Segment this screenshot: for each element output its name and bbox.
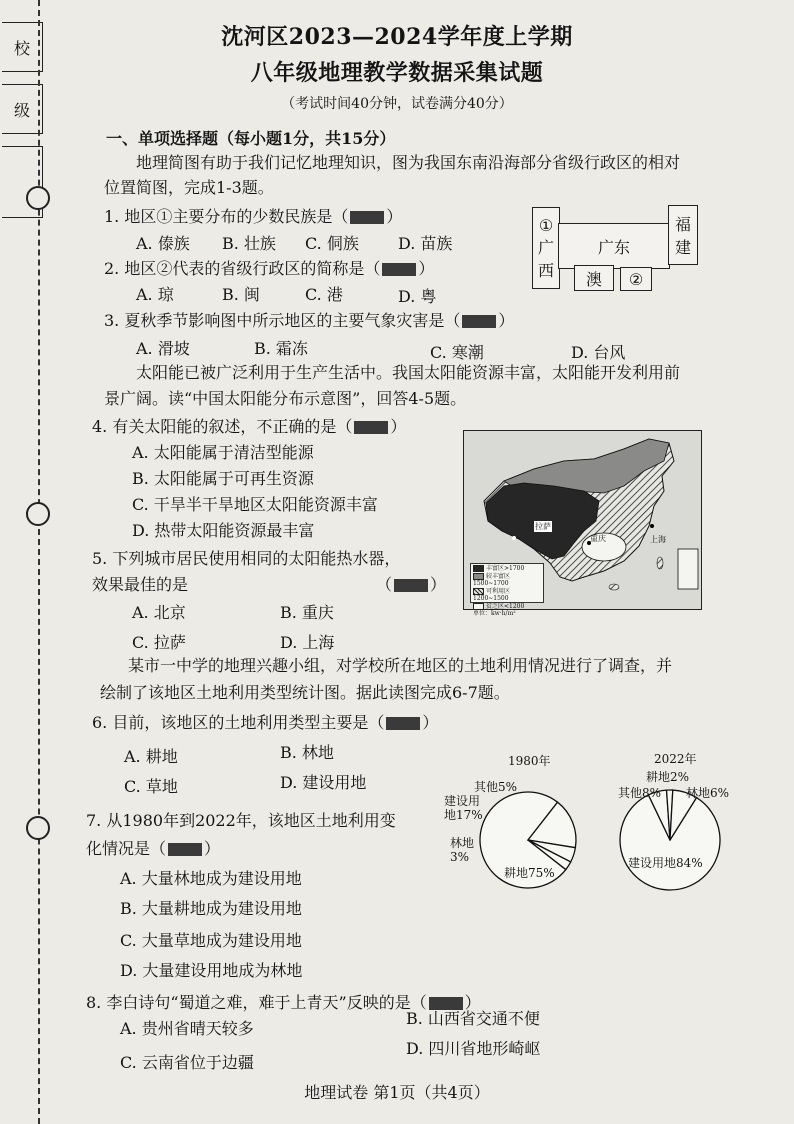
q6-option-b: B. 林地 <box>280 743 334 762</box>
question-4 <box>92 414 406 437</box>
legend-swatch <box>473 573 484 580</box>
answer-blank <box>386 717 420 730</box>
legend-rich-label: 丰富区>1700 <box>486 565 525 572</box>
region-guangdong <box>558 223 670 269</box>
pie-1980-label-forest: 林地 3% <box>450 836 475 864</box>
q6-option-d: D. 建设用地 <box>280 773 367 792</box>
q1-option-d: D. 苗族 <box>398 234 453 253</box>
paren-close: ） <box>422 713 439 732</box>
q1-option-a: A. 傣族 <box>136 234 190 253</box>
question-3 <box>104 308 514 331</box>
q4-option-b: B. 太阳能属于可再生资源 <box>132 469 314 488</box>
fujian-char-2: 建 <box>674 238 691 257</box>
pie-2022-label-other: 其他8% <box>618 786 662 800</box>
land-use-pie-charts <box>430 740 760 920</box>
guangxi-char-1: 广 <box>537 237 554 257</box>
region-1-marker: ① <box>538 215 554 235</box>
q4-option-d: D. 热带太阳能资源最丰富 <box>132 521 315 540</box>
q5-option-c: C. 拉萨 <box>132 633 186 652</box>
binding-dashed-line <box>38 0 40 1124</box>
legend-poor <box>473 603 541 611</box>
hainan-island <box>609 584 619 590</box>
south-china-sea-inset <box>678 549 698 589</box>
intro2-line1: 太阳能已被广泛利用于生产生活中。我国太阳能资源丰富，太阳能开发利用前 <box>136 363 681 382</box>
region-2-marker: ② <box>628 269 644 289</box>
fujian-char-1: 福 <box>674 215 691 234</box>
exam-title-line1: 沈河区2023—2024学年度上学期 <box>221 24 573 50</box>
answer-blank <box>350 211 384 224</box>
binding-hole-3 <box>26 816 50 840</box>
legend-swatch <box>473 588 484 595</box>
question-1 <box>104 204 402 227</box>
question-2 <box>104 256 434 279</box>
q3-option-a: A. 滑坡 <box>136 339 190 358</box>
question-3-stem: 3. 夏秋季节影响图中所示地区的主要气象灾害是（ <box>104 311 461 330</box>
paren-open: （ <box>376 575 393 594</box>
legend-rich <box>473 565 541 573</box>
binding-hole-2 <box>26 502 50 526</box>
question-2-stem: 2. 地区②代表的省级行政区的简称是（ <box>104 259 381 278</box>
paren-close: ） <box>390 417 407 436</box>
q8-option-d: D. 四川省地形崎岖 <box>406 1039 541 1058</box>
question-6 <box>92 710 438 733</box>
region-2 <box>620 267 652 291</box>
q3-option-d: D. 台风 <box>571 343 626 362</box>
exam-info: （考试时间40分钟，试卷满分40分） <box>281 96 513 112</box>
answer-blank <box>394 579 428 592</box>
question-7-line2 <box>86 836 220 859</box>
question-8-stem: 8. 李白诗句“蜀道之难，难于上青天”反映的是（ <box>86 993 427 1012</box>
legend-poor-label: 贫乏区<1200 <box>486 602 525 610</box>
q2-option-a: A. 琼 <box>136 285 174 304</box>
section-heading: 一、单项选择题（每小题1分，共15分） <box>106 129 396 148</box>
q5-option-b: B. 重庆 <box>280 603 334 622</box>
guangxi-char-2: 西 <box>537 260 554 280</box>
pie-2022-label-construction: 建设用地84% <box>628 856 703 870</box>
legend-usable <box>473 588 541 603</box>
map-legend <box>470 563 544 617</box>
q7-option-b: B. 大量耕地成为建设用地 <box>120 899 302 918</box>
map-label-lasa: 拉萨 <box>535 522 551 531</box>
region-fujian <box>668 205 698 265</box>
intro2-line2: 景广阔。读“中国太阳能分布示意图”，回答4-5题。 <box>104 389 467 408</box>
q6-option-a: A. 耕地 <box>124 747 178 766</box>
pie-2022-label-forest: 林地6% <box>686 786 730 800</box>
binding-label-school: 校 <box>13 38 30 58</box>
china-solar-map <box>463 430 702 617</box>
q3-option-c: C. 寒潮 <box>430 343 484 362</box>
q6-option-c: C. 草地 <box>124 777 178 796</box>
q5-option-a: A. 北京 <box>132 603 186 622</box>
q7-option-a: A. 大量林地成为建设用地 <box>120 869 302 888</box>
intro1-line1: 地理简图有助于我们记忆地理知识，图为我国东南沿海部分省级行政区的相对 <box>136 153 681 172</box>
province-location-diagram <box>532 205 697 291</box>
question-5-stem2: 效果最佳的是 <box>92 575 189 594</box>
intro3-line2: 绘制了该地区土地利用类型统计图。据此读图完成6-7题。 <box>100 683 510 702</box>
q4-option-c: C. 干旱半干旱地区太阳能资源丰富 <box>132 495 378 514</box>
binding-label-class: 级 <box>13 100 30 120</box>
paren-close: ） <box>204 839 221 858</box>
paren-close: ） <box>418 259 435 278</box>
q2-option-d: D. 粤 <box>398 287 437 306</box>
answer-blank <box>382 263 416 276</box>
question-6-stem: 6. 目前，该地区的土地利用类型主要是（ <box>92 713 385 732</box>
taiwan-island <box>657 557 663 569</box>
q1-option-c: C. 侗族 <box>305 234 359 253</box>
paren-close: ） <box>464 993 481 1012</box>
map-label-chongqing: 重庆 <box>590 534 606 543</box>
pie-2022-label-farmland: 耕地2% <box>646 770 690 784</box>
binding-hole-1 <box>26 186 50 210</box>
answer-blank <box>168 843 202 856</box>
intro3-line1: 某市一中学的地理兴趣小组，对学校所在地区的土地利用情况进行了调查，并 <box>128 656 673 675</box>
pie-1980-label-farmland: 耕地75% <box>504 866 555 880</box>
pie-1980-label-construction: 建设用 地17% <box>444 794 483 822</box>
intro1-line2: 位置简图，完成1-3题。 <box>104 178 274 197</box>
question-7-stem2: 化情况是（ <box>86 839 167 858</box>
question-5-paren <box>376 572 446 595</box>
pie-2022 <box>620 790 720 890</box>
guangdong-label: 广东 <box>597 237 630 257</box>
q1-option-b: B. 壮族 <box>222 234 276 253</box>
question-7: 7. 从1980年到2022年，该地区土地利用变 <box>86 811 396 830</box>
legend-swatch <box>473 603 484 610</box>
city-dot-lasa <box>512 536 516 540</box>
q8-option-b: B. 山西省交通不便 <box>406 1009 540 1028</box>
q7-option-c: C. 大量草地成为建设用地 <box>120 931 302 950</box>
answer-blank <box>354 421 388 434</box>
legend-fairly-rich <box>473 573 541 588</box>
macau-label: 澳 <box>585 269 602 289</box>
q5-option-d: D. 上海 <box>280 633 335 652</box>
paren-close: ） <box>386 207 403 226</box>
legend-unit: 单位：kw·h/m² <box>473 610 516 617</box>
q2-option-b: B. 闽 <box>222 285 260 304</box>
q7-option-d: D. 大量建设用地成为林地 <box>120 961 303 980</box>
q2-option-c: C. 港 <box>305 285 343 304</box>
answer-blank <box>462 315 496 328</box>
pie-1980-title: 1980年 <box>508 754 551 768</box>
region-macau <box>574 265 614 291</box>
q4-option-a: A. 太阳能属于清洁型能源 <box>132 443 314 462</box>
q3-option-b: B. 霜冻 <box>254 339 308 358</box>
q8-option-a: A. 贵州省晴天较多 <box>120 1019 254 1038</box>
page-footer: 地理试卷 第1页（共4页） <box>304 1083 490 1102</box>
pie-2022-title: 2022年 <box>654 752 697 766</box>
legend-usable-label: 可利用区1200~1500 <box>473 587 511 602</box>
question-4-stem: 4. 有关太阳能的叙述，不正确的是（ <box>92 417 353 436</box>
paren-close: ） <box>430 575 447 594</box>
exam-title-line2: 八年级地理教学数据采集试题 <box>250 60 544 86</box>
paren-close: ） <box>498 311 515 330</box>
city-dot-shanghai <box>650 524 654 528</box>
pie-1980-label-other: 其他5% <box>474 780 518 794</box>
map-label-shanghai: 上海 <box>650 535 666 544</box>
region-1-guangxi <box>532 207 560 289</box>
question-1-stem: 1. 地区①主要分布的少数民族是（ <box>104 207 349 226</box>
q8-option-c: C. 云南省位于边疆 <box>120 1053 254 1072</box>
question-5: 5. 下列城市居民使用相同的太阳能热水器， <box>92 549 401 568</box>
legend-swatch <box>473 565 484 572</box>
legend-fairly-rich-label: 较丰富区1500~1700 <box>473 572 511 587</box>
